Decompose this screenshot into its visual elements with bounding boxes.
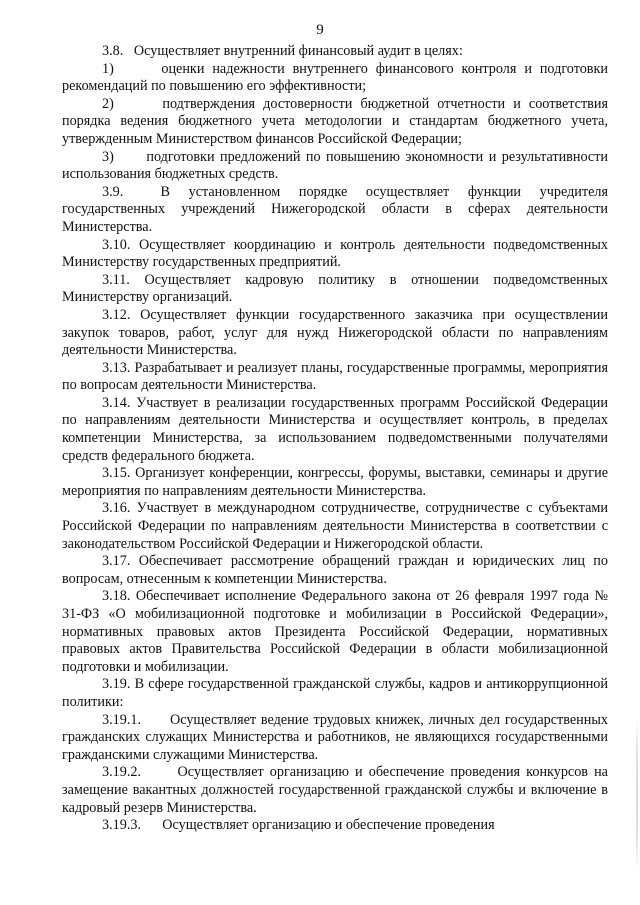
paragraph-3-9: 3.9. В установленном порядке осуществляет функции учредителя государственных учреждений Нижегородской области в сферах деятельности Министерства. xyxy=(62,183,608,235)
paragraph-3-12: 3.12. Осуществляет функции государственного заказчика при осуществлении закупок товаров, работ, услуг для нужд Нижегородской области по направлениям деятельности Министерства. xyxy=(62,306,608,359)
paragraph-3-8-item-3: 3) подготовки предложений по повышению экономности и результативности использования бюджетных средств. xyxy=(62,148,608,183)
paragraph-3-19-1: 3.19.1. Осуществляет ведение трудовых книжек, личных дел государственных гражданских служащих Министерства и работников, не являющихся государственными гражданскими служащими Министерства. xyxy=(62,711,608,763)
paragraph-3-8: 3.8. Осуществляет внутренний финансовый аудит в целях: xyxy=(102,43,463,59)
paragraph-3-8-item-1: 1) оценки надежности внутреннего финансового контроля и подготовки рекомендаций по повышению его эффективности; xyxy=(62,60,608,95)
paragraph-3-11: 3.11. Осуществляет кадровую политику в отношении подведомственных Министерству организаций. xyxy=(62,271,608,306)
paragraph-3-17: 3.17. Обеспечивает рассмотрение обращений граждан и юридических лиц по вопросам, отнесенным к компетенции Министерства. xyxy=(62,553,608,587)
page-number: 9 xyxy=(316,22,324,38)
paragraph-3-13: 3.13. Разрабатывает и реализует планы, государственные программы, мероприятия по вопросам деятельности Министерства. xyxy=(62,359,608,394)
document-body xyxy=(62,43,608,835)
paragraph-3-18: 3.18. Обеспечивает исполнение Федерального закона от 26 февраля 1997 года № 31-ФЗ «О мобилизационной подготовке и мобилизации в Российской Федерации», нормативных правовых актов Президента Российской Федерации, нормативных правовых актов Правительства Российской Федерации в области мобилизационной подготовки и мобилизации. xyxy=(62,588,608,675)
paragraph-3-14: 3.14. Участвует в реализации государственных программ Российской Федерации по направлениям деятельности Министерства и осуществляет контроль, в пределах компетенции Министерства, за использованием подведомственными получателями средств федерального бюджета. xyxy=(62,394,608,464)
paragraph-3-16: 3.16. Участвует в международном сотрудничестве, сотрудничестве с субъектами Российской Федерации по направлениям деятельности Министерства в соответствии с законодательством Российской Федерации и Нижегородской области. xyxy=(62,500,608,552)
paragraph-3-19-3: 3.19.3. Осуществляет организацию и обеспечение проведения xyxy=(102,817,495,834)
scan-edge-shadow xyxy=(636,720,638,870)
paragraph-3-19-2: 3.19.2. Осуществляет организацию и обеспечение проведения конкурсов на замещение вакантных должностей государственной гражданской службы и включение в кадровый резерв Министерства. xyxy=(62,764,608,816)
paragraph-3-15: 3.15. Организует конференции, конгрессы, форумы, выставки, семинары и другие мероприятия по направлениям деятельности Министерства. xyxy=(62,465,608,499)
paragraph-3-19: 3.19. В сфере государственной гражданской службы, кадров и антикоррупционной политики: xyxy=(62,676,608,710)
paragraph-3-8-item-2: 2) подтверждения достоверности бюджетной отчетности и соответствия порядка ведения бюджетного учета методологии и стандартам бюджетного учета, утвержденным Министерством финансов Российской Федерации; xyxy=(62,95,608,147)
paragraph-3-10: 3.10. Осуществляет координацию и контроль деятельности подведомственных Министерству государственных предприятий. xyxy=(62,236,608,271)
